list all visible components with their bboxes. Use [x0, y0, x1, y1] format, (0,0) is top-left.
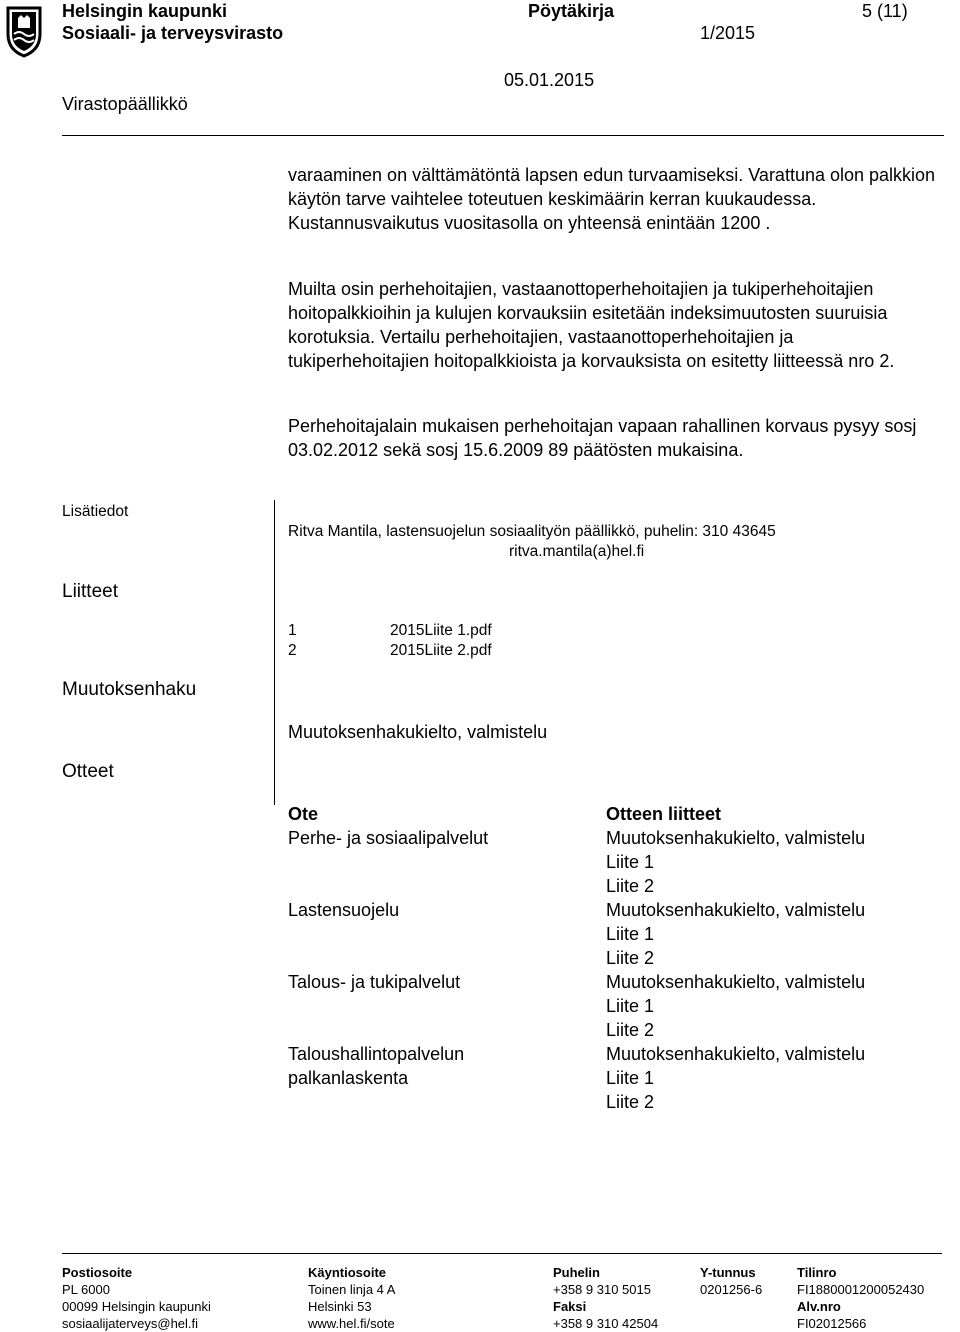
document-type: Pöytäkirja — [528, 1, 615, 21]
footer-phone-heading: Puhelin — [553, 1265, 600, 1280]
signatory-role: Virastopäällikkö — [62, 94, 188, 114]
extract-attachment: Muutoksenhakukielto, valmistelu — [606, 828, 866, 848]
label-muutoksenhaku: Muutoksenhaku — [62, 679, 197, 700]
extract-attachment: Muutoksenhakukielto, valmistelu — [606, 900, 866, 920]
attachment-number: 2 — [288, 642, 297, 659]
attachment-link[interactable]: 2015Liite 1.pdf — [390, 622, 492, 639]
label-otteet: Otteet — [62, 761, 114, 782]
footer-website-link[interactable]: www.hel.fi/sote — [308, 1316, 395, 1331]
extract-attachment: Muutoksenhakukielto, valmistelu — [606, 1044, 866, 1064]
extract-attachment: Liite 1 — [606, 852, 655, 872]
footer-vat: FI02012566 — [797, 1316, 867, 1331]
footer-account: FI1880001200052430 — [797, 1282, 925, 1297]
extract-attachment: Liite 1 — [606, 924, 655, 944]
page-number: 5 (11) — [862, 1, 908, 21]
helsinki-crest-icon — [4, 4, 44, 58]
extract-recipient: Lastensuojelu — [288, 900, 400, 920]
attachment-number: 1 — [288, 622, 297, 639]
extract-attachments-header: Otteen liitteet — [606, 804, 722, 824]
footer-fax: +358 9 310 42504 — [553, 1316, 659, 1331]
section-separator — [274, 500, 275, 805]
appeal-text: Muutoksenhakukielto, valmistelu — [288, 722, 548, 742]
header-divider — [62, 135, 944, 136]
extract-recipient: palkanlaskenta — [288, 1068, 409, 1088]
document-number: 1/2015 — [700, 23, 756, 43]
label-liitteet: Liitteet — [62, 581, 118, 602]
paragraph-3: Perhehoitajalain mukaisen perhehoitajan vapaan rahallinen korvaus pysyy sosj 03.02.2012 sekä sosj 15.6.2009 89 päätösten mukaisina. — [288, 416, 917, 460]
footer-visit-heading: Käyntiosoite — [308, 1265, 387, 1280]
label-lisatiedot: Lisätiedot — [62, 503, 129, 520]
footer-postal-heading: Postiosoite — [62, 1265, 133, 1280]
extract-attachment: Liite 2 — [606, 1092, 655, 1112]
paragraph-1: varaaminen on välttämätöntä lapsen edun turvaamiseksi. Varattuna olon palkkion käytön tarve vaihtelee toteutuen keskimäärin kerran kuukaudessa. Kustannusvaikutus vuositasolla on yhteensä enintään 1200 . — [288, 165, 936, 233]
extract-attachment: Liite 1 — [606, 996, 655, 1016]
department-name: Sosiaali- ja terveysvirasto — [62, 23, 284, 43]
contact-email: ritva.mantila(a)hel.fi — [509, 543, 645, 560]
footer-account-heading: Tilinro — [797, 1265, 837, 1280]
extract-attachment: Liite 2 — [606, 876, 655, 896]
extract-recipient: Perhe- ja sosiaalipalvelut — [288, 828, 489, 848]
extract-recipient: Taloushallintopalvelun — [288, 1044, 465, 1064]
footer-postal-line: PL 6000 — [62, 1282, 110, 1297]
attachment-link[interactable]: 2015Liite 2.pdf — [390, 642, 492, 659]
org-name: Helsingin kaupunki — [62, 1, 228, 21]
footer-visit-line: Toinen linja 4 A — [308, 1282, 396, 1297]
document-date: 05.01.2015 — [504, 70, 595, 90]
footer-fax-heading: Faksi — [553, 1299, 587, 1314]
extract-recipient: Talous- ja tukipalvelut — [288, 972, 461, 992]
contact-line: Ritva Mantila, lastensuojelun sosiaalityön päällikkö, puhelin: 310 43645 — [288, 523, 776, 540]
extract-header: Ote — [288, 804, 319, 824]
footer-phone: +358 9 310 5015 — [553, 1282, 651, 1297]
extract-attachment: Muutoksenhakukielto, valmistelu — [606, 972, 866, 992]
footer-divider — [62, 1253, 942, 1254]
footer-email-link[interactable]: sosiaalijaterveys@hel.fi — [62, 1316, 199, 1331]
footer-business-id-heading: Y-tunnus — [700, 1265, 756, 1280]
footer-visit-line: Helsinki 53 — [308, 1299, 372, 1314]
paragraph-2: Muilta osin perhehoitajien, vastaanottoperhehoitajien ja tukiperhehoitajien hoitopalkkioihin ja kulujen korvauksiin esitetään indeksimuutosten suuruisia korotuksia. Vertailu perhehoitajien, vastaanottoperhehoitajien ja tukiperhehoitajien hoitopalkkioista ja korvauksista on esitetty liitteessä nro 2. — [288, 279, 895, 371]
footer-vat-heading: Alv.nro — [797, 1299, 841, 1314]
footer-postal-line: 00099 Helsingin kaupunki — [62, 1299, 211, 1314]
extract-attachment: Liite 1 — [606, 1068, 655, 1088]
footer-business-id: 0201256-6 — [700, 1282, 763, 1297]
extract-attachment: Liite 2 — [606, 1020, 655, 1040]
extract-attachment: Liite 2 — [606, 948, 655, 968]
